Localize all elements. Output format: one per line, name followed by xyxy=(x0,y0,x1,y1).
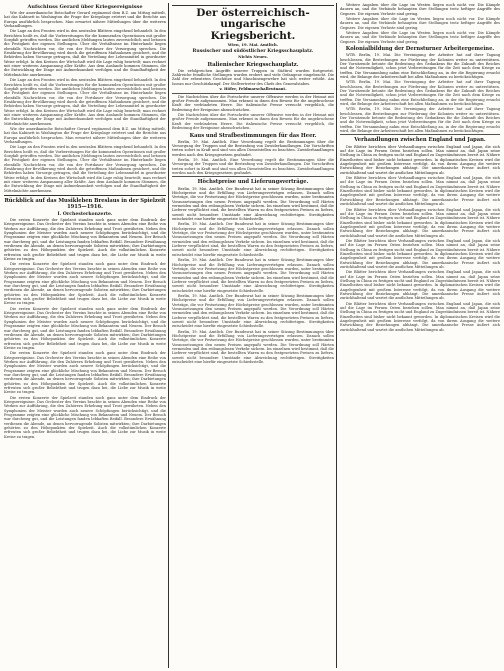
section-divider xyxy=(4,195,166,196)
paragraph: Die Blätter berichten über Verhandlungen zwischen England und Japan, die sich auf die Lage im Fernen Osten beziehen sollen. Man nimmt an, daß Japan seine Stellung in China zu festigen sucht und England zu Zugeständnissen bereit ist. Nähere Einzelheiten sind bisher nicht bekannt geworden. In diplomatischen Kreisen wird die Angelegenheit mit großem Interesse verfolgt, da von ihrem Ausgang die weitere Entwicklung der Beziehungen abhängt. Die amerikanische Presse äußert sich zurückhaltend und wartet die amtlichen Mitteilungen ab. xyxy=(340,144,500,175)
section-subtitle: I. Orchesterkonzerte. xyxy=(57,211,113,217)
divider xyxy=(172,93,334,94)
paragraph: WTB. Berlin, 19. Mai. Die Vereinigung der Arbeiter hat auf ihrer Tagung beschlossen, die Bestrebungen zur Förderung der Kolonien weiter zu unterstützen. Der Vorsitzende betonte die Bedeutung des Gedankens für die Zukunft des Reiches und die Notwendigkeit, schon jetzt Vorbereitungen für die Zeit nach dem Kriege zu treffen. Die Versammlung nahm eine Entschließung an, in der die Regierung ersucht wird, die Belange der Arbeiterschaft bei allen Maßnahmen zu berücksichtigen. xyxy=(340,80,500,107)
paragraph: Berlin, 19. Mai. Amtlich. Der Bundesrat hat in seiner Sitzung Bestimmungen über Höchstpreise und die Erfüllung von Lieferungsverträgen erlassen. Danach sollen Verträge, die vor Festsetzung der Höchstpreise geschlossen wurden, unter bestimmten Voraussetzungen den neuen Preisen angepaßt werden. Die Verordnung soll Härten vermeiden und den reibungslosen Verkehr sichern. Im einzelnen wird bestimmt, daß die Lieferer verpflichtet sind, die bestellten Waren zu den festgesetzten Preisen zu liefern, soweit nicht besondere Umstände eine Abweichung rechtfertigen. Streitigkeiten entscheidet eine hierfür eingesetzte Schiedsstelle. xyxy=(172,329,334,365)
section-title-colonial: Kolonialbildung der Dernsturner Arbeitergemeine. xyxy=(345,46,495,53)
section-title-england-japan: Verhandlungen zwischen England und Japan. xyxy=(354,137,486,144)
music-paragraph: Die ersten Konzerte der Spielzeit standen noch ganz unter dem Eindruck der Kriegsereignisse. Das Orchester des Vereins brachte in seinen Abenden eine Reihe von Werken zur Aufführung, die den Zuhörern Erhebung und Trost gewährten. Neben den Symphonien der Meister wurden auch neuere Schöpfungen berücksichtigt, und die Programme zeigten eine glückliche Mischung von Bekanntem und Neuem. Der Besuch war durchweg gut, und die Leistungen fanden lebhaften Beifall. Besondere Erwähnung verdienen die Abende, an denen hervorragende Solisten mitwirkten; ihre Darbietungen gehörten zu den Höhepunkten der Spielzeit. Auch die volkstümlichen Konzerte erfreuten sich großer Beliebtheit und trugen dazu bei, die Liebe zur Musik in weite Kreise zu tragen. xyxy=(4,306,166,350)
dateline: Wien, 19. Mai. Amtlich. xyxy=(227,42,279,47)
subhead-note: Nichts Neues. xyxy=(238,54,268,59)
paragraph: Berlin, 19. Mai. Amtlich. Der Bundesrat hat in seiner Sitzung Bestimmungen über Höchstpreise und die Erfüllung von Lieferungsverträgen erlassen. Danach sollen Verträge, die vor Festsetzung der Höchstpreise geschlossen wurden, unter bestimmten Voraussetzungen den neuen Preisen angepaßt werden. Die Verordnung soll Härten vermeiden und den reibungslosen Verkehr sichern. Im einzelnen wird bestimmt, daß die Lieferer verpflichtet sind, die bestellten Waren zu den festgesetzten Preisen zu liefern, soweit nicht besondere Umstände eine Abweichung rechtfertigen. Streitigkeiten entscheidet eine hierfür eingesetzte Schiedsstelle. xyxy=(172,222,334,257)
section-title-prices: Höchstpreise und Lieferungsverträge. xyxy=(197,179,309,186)
paragraph: WTB. Berlin, 19. Mai. Die Vereinigung der Arbeiter hat auf ihrer Tagung beschlossen, die Bestrebungen zur Förderung der Kolonien weiter zu unterstützen. Der Vorsitzende betonte die Bedeutung des Gedankens für die Zukunft des Reiches und die Notwendigkeit, schon jetzt Vorbereitungen für die Zeit nach dem Kriege zu treffen. Die Versammlung nahm eine Entschließung an, in der die Regierung ersucht wird, die Belange der Arbeiterschaft bei allen Maßnahmen zu berücksichtigen. xyxy=(340,107,500,134)
body-paragraph: Wie der amerikanische Botschafter Gerard ergänzend dem B.Z. am Mittag mitteilt, hat das Kabinett in Washington die Frage der Kriegslage erörtert und die Berichte aus Europa ausführlich besprochen. Man erwartet nähere Mitteilungen über die weiteren Verhandlungen. xyxy=(4,126,166,144)
column-rule xyxy=(336,3,337,668)
subhead-russian: Russischer und südöstlicher Kriegsschauplatz. xyxy=(192,48,314,54)
paragraph: Berlin, 19. Mai. Amtlich. Eine Verordnung regelt die Bestimmungen über die Versorgung der Truppen und die Bestrafung von Zuwiderhandlungen. Die Vorschriften treten sofort in Kraft und sind von allen Dienststellen zu beachten. Zuwiderhandlungen werden nach den Kriegsgesetzen geahndet. xyxy=(172,139,334,157)
paragraph: Die Nachrichten über die Fortschritte unserer Offensive werden in der Heimat mit großer Freude aufgenommen. Man erkennt in ihnen den Beweis für die ungebrochene Kraft der verbündeten Heere. Die italienische Presse versucht vergeblich, die Bedeutung der Ereignisse abzuschwächen. xyxy=(172,113,334,131)
headline-gerard: Aufschluss Gerard über Kriegsereignisse xyxy=(27,4,143,10)
paragraph: Berlin, 19. Mai. Amtlich. Der Bundesrat hat in seiner Sitzung Bestimmungen über Höchstpreise und die Erfüllung von Lieferungsverträgen erlassen. Danach sollen Verträge, die vor Festsetzung der Höchstpreise geschlossen wurden, unter bestimmten Voraussetzungen den neuen Preisen angepaßt werden. Die Verordnung soll Härten vermeiden und den reibungslosen Verkehr sichern. Im einzelnen wird bestimmt, daß die Lieferer verpflichtet sind, die bestellten Waren zu den festgesetzten Preisen zu liefern, soweit nicht besondere Umstände eine Abweichung rechtfertigen. Streitigkeiten entscheidet eine hierfür eingesetzte Schiedsstelle. xyxy=(172,186,334,222)
section-title-music: Rückblick auf das Musikleben Breslaus in der Spielzeit 1915—1916. xyxy=(4,198,166,211)
paragraph: Weitere Angaben über die Lage im Westen liegen noch nicht vor. Die Kämpfe dauern an, und die Verbände behaupten ihre Stellungen trotz heftiger Angriffe des Gegners. Die eigenen Verluste sind gering. xyxy=(340,31,500,44)
music-paragraph: Die ersten Konzerte der Spielzeit standen noch ganz unter dem Eindruck der Kriegsereignisse. Das Orchester des Vereins brachte in seinen Abenden eine Reihe von Werken zur Aufführung, die den Zuhörern Erhebung und Trost gewährten. Neben den Symphonien der Meister wurden auch neuere Schöpfungen berücksichtigt, und die Programme zeigten eine glückliche Mischung von Bekanntem und Neuem. Der Besuch war durchweg gut, und die Leistungen fanden lebhaften Beifall. Besondere Erwähnung verdienen die Abende, an denen hervorragende Solisten mitwirkten; ihre Darbietungen gehörten zu den Höhepunkten der Spielzeit. Auch die volkstümlichen Konzerte erfreuten sich großer Beliebtheit und trugen dazu bei, die Liebe zur Musik in weite Kreise zu tragen. xyxy=(4,217,166,261)
column-rule xyxy=(168,3,169,668)
column-left xyxy=(4,3,166,440)
lead-paragraph: Wie der amerikanische Botschafter Gerard ergänzend dem B.Z. am Mittag mitteilt, hat das Kabinett in Washington die Frage der Kriegslage erörtert und die Berichte aus Europa ausführlich besprochen. Man erwartet nähere Mitteilungen über die weiteren Verhandlungen. xyxy=(4,11,166,29)
divider xyxy=(172,176,334,177)
main-title-line1: Der österreichisch-ungarische xyxy=(196,7,310,30)
paragraph: Berlin, 19. Mai. Amtlich. Eine Verordnung regelt die Bestimmungen über die Versorgung der Truppen und die Bestrafung von Zuwiderhandlungen. Die Vorschriften treten sofort in Kraft und sind von allen Dienststellen zu beachten. Zuwiderhandlungen werden nach den Kriegsgesetzen geahndet. xyxy=(172,158,334,176)
main-title-line2: Kriegsbericht. xyxy=(210,30,296,42)
paragraph: Die Blätter berichten über Verhandlungen zwischen England und Japan, die sich auf die Lage im Fernen Osten beziehen sollen. Man nimmt an, daß Japan seine Stellung in China zu festigen sucht und England zu Zugeständnissen bereit ist. Nähere Einzelheiten sind bisher nicht bekannt geworden. In diplomatischen Kreisen wird die Angelegenheit mit großem Interesse verfolgt, da von ihrem Ausgang die weitere Entwicklung der Beziehungen abhängt. Die amerikanische Presse äußert sich zurückhaltend und wartet die amtlichen Mitteilungen ab. xyxy=(340,176,500,207)
column-center xyxy=(172,3,334,365)
paragraph: Berlin, 19. Mai. Amtlich. Der Bundesrat hat in seiner Sitzung Bestimmungen über Höchstpreise und die Erfüllung von Lieferungsverträgen erlassen. Danach sollen Verträge, die vor Festsetzung der Höchstpreise geschlossen wurden, unter bestimmten Voraussetzungen den neuen Preisen angepaßt werden. Die Verordnung soll Härten vermeiden und den reibungslosen Verkehr sichern. Im einzelnen wird bestimmt, daß die Lieferer verpflichtet sind, die bestellten Waren zu den festgesetzten Preisen zu liefern, soweit nicht besondere Umstände eine Abweichung rechtfertigen. Streitigkeiten entscheidet eine hierfür eingesetzte Schiedsstelle. xyxy=(172,258,334,293)
subhead-italian: Italienischer Kriegsschauplatz. xyxy=(207,61,299,68)
music-paragraph: Die ersten Konzerte der Spielzeit standen noch ganz unter dem Eindruck der Kriegsereignisse. Das Orchester des Vereins brachte in seinen Abenden eine Reihe von Werken zur Aufführung, die den Zuhörern Erhebung und Trost gewährten. Neben den Symphonien der Meister wurden auch neuere Schöpfungen berücksichtigt, und die Programme zeigten eine glückliche Mischung von Bekanntem und Neuem. Der Besuch war durchweg gut, und die Leistungen fanden lebhaften Beifall. Besondere Erwähnung verdienen die Abende, an denen hervorragende Solisten mitwirkten; ihre Darbietungen gehörten zu den Höhepunkten der Spielzeit. Auch die volkstümlichen Konzerte erfreuten sich großer Beliebtheit und trugen dazu bei, die Liebe zur Musik in weite Kreise zu tragen. xyxy=(4,351,166,395)
top-rule xyxy=(172,5,334,6)
divider xyxy=(340,134,500,135)
music-paragraph: Die ersten Konzerte der Spielzeit standen noch ganz unter dem Eindruck der Kriegsereignisse. Das Orchester des Vereins brachte in seinen Abenden eine Reihe von Werken zur Aufführung, die den Zuhörern Erhebung und Trost gewährten. Neben den Symphonien der Meister wurden auch neuere Schöpfungen berücksichtigt, und die Programme zeigten eine glückliche Mischung von Bekanntem und Neuem. Der Besuch war durchweg gut, und die Leistungen fanden lebhaften Beifall. Besondere Erwähnung verdienen die Abende, an denen hervorragende Solisten mitwirkten; ihre Darbietungen gehörten zu den Höhepunkten der Spielzeit. Auch die volkstümlichen Konzerte erfreuten sich großer Beliebtheit und trugen dazu bei, die Liebe zur Musik in weite Kreise zu tragen. xyxy=(4,262,166,306)
paragraph: Die Blätter berichten über Verhandlungen zwischen England und Japan, die sich auf die Lage im Fernen Osten beziehen sollen. Man nimmt an, daß Japan seine Stellung in China zu festigen sucht und England zu Zugeständnissen bereit ist. Nähere Einzelheiten sind bisher nicht bekannt geworden. In diplomatischen Kreisen wird die Angelegenheit mit großem Interesse verfolgt, da von ihrem Ausgang die weitere Entwicklung der Beziehungen abhängt. Die amerikanische Presse äußert sich zurückhaltend und wartet die amtlichen Mitteilungen ab. xyxy=(340,301,500,332)
body-paragraph: Die Lage an den Fronten wird in den neutralen Blättern eingehend behandelt. In den Berichten heißt es, daß die Vorbereitungen für die kommenden Operationen mit großer Sorgfalt getroffen werden. Die amtlichen Meldungen lauten zuversichtlich und betonen die Festigkeit der eigenen Stellungen. Über die Verhältnisse im Hinterlande liegen ebenfalls Nachrichten vor, die von der Fortdauer der Versorgung sprechen. Die Ernährung der Bevölkerung wird durch die getroffenen Maßnahmen gesichert, und die Behörden haben Vorsorge getragen, daß die Verteilung der Lebensmittel in geordneter Weise erfolgt. In den Kreisen der Wirtschaft wird die Lage ruhig beurteilt; man rechnet mit einer weiteren Anspannung aller Kräfte. Aus dem Auslande kommen Stimmen, die die Entwicklung der Dinge mit Aufmerksamkeit verfolgen und die Standhaftigkeit der Mittelmächte anerkennen. xyxy=(4,29,166,77)
paragraph: Die Blätter berichten über Verhandlungen zwischen England und Japan, die sich auf die Lage im Fernen Osten beziehen sollen. Man nimmt an, daß Japan seine Stellung in China zu festigen sucht und England zu Zugeständnissen bereit ist. Nähere Einzelheiten sind bisher nicht bekannt geworden. In diplomatischen Kreisen wird die Angelegenheit mit großem Interesse verfolgt, da von ihrem Ausgang die weitere Entwicklung der Beziehungen abhängt. Die amerikanische Presse äußert sich zurückhaltend und wartet die amtlichen Mitteilungen ab. xyxy=(340,238,500,269)
war-report-paragraph: Die erfolgreichen Angriffe unserer Truppen in Südtirol wurden fortgesetzt. Zahlreiche feindliche Stellungen wurden erobert und viele Gefangene eingebracht. Die Zahl der erbeuteten Geschütze und Maschinengewehre hat sich weiter erhöht. Am Isonzo nur Geschützkampf. Der Stellvertreter des Chefs des Generalstabes. xyxy=(172,68,334,86)
lead-paragraph: Weitere Angaben über die Lage im Westen liegen noch nicht vor. Die Kämpfe dauern an, und die Verbände behaupten ihre Stellungen trotz heftiger Angriffe des Gegners. Die eigenen Verluste sind gering. xyxy=(340,3,500,16)
paragraph: Die Blätter berichten über Verhandlungen zwischen England und Japan, die sich auf die Lage im Fernen Osten beziehen sollen. Man nimmt an, daß Japan seine Stellung in China zu festigen sucht und England zu Zugeständnissen bereit ist. Nähere Einzelheiten sind bisher nicht bekannt geworden. In diplomatischen Kreisen wird die Angelegenheit mit großem Interesse verfolgt, da von ihrem Ausgang die weitere Entwicklung der Beziehungen abhängt. Die amerikanische Presse äußert sich zurückhaltend und wartet die amtlichen Mitteilungen ab. xyxy=(340,270,500,301)
paragraph: WTB. Berlin, 19. Mai. Die Vereinigung der Arbeiter hat auf ihrer Tagung beschlossen, die Bestrebungen zur Förderung der Kolonien weiter zu unterstützen. Der Vorsitzende betonte die Bedeutung des Gedankens für die Zukunft des Reiches und die Notwendigkeit, schon jetzt Vorbereitungen für die Zeit nach dem Kriege zu treffen. Die Versammlung nahm eine Entschließung an, in der die Regierung ersucht wird, die Belange der Arbeiterschaft bei allen Maßnahmen zu berücksichtigen. xyxy=(340,53,500,80)
body-paragraph: Die Lage an den Fronten wird in den neutralen Blättern eingehend behandelt. In den Berichten heißt es, daß die Vorbereitungen für die kommenden Operationen mit großer Sorgfalt getroffen werden. Die amtlichen Meldungen lauten zuversichtlich und betonen die Festigkeit der eigenen Stellungen. Über die Verhältnisse im Hinterlande liegen ebenfalls Nachrichten vor, die von der Fortdauer der Versorgung sprechen. Die Ernährung der Bevölkerung wird durch die getroffenen Maßnahmen gesichert, und die Behörden haben Vorsorge getragen, daß die Verteilung der Lebensmittel in geordneter Weise erfolgt. In den Kreisen der Wirtschaft wird die Lage ruhig beurteilt; man rechnet mit einer weiteren Anspannung aller Kräfte. Aus dem Auslande kommen Stimmen, die die Entwicklung der Dinge mit Aufmerksamkeit verfolgen und die Standhaftigkeit der Mittelmächte anerkennen. xyxy=(4,78,166,126)
paragraph: Berlin, 19. Mai. Amtlich. Der Bundesrat hat in seiner Sitzung Bestimmungen über Höchstpreise und die Erfüllung von Lieferungsverträgen erlassen. Danach sollen Verträge, die vor Festsetzung der Höchstpreise geschlossen wurden, unter bestimmten Voraussetzungen den neuen Preisen angepaßt werden. Die Verordnung soll Härten vermeiden und den reibungslosen Verkehr sichern. Im einzelnen wird bestimmt, daß die Lieferer verpflichtet sind, die bestellten Waren zu den festgesetzten Preisen zu liefern, soweit nicht besondere Umstände eine Abweichung rechtfertigen. Streitigkeiten entscheidet eine hierfür eingesetzte Schiedsstelle. xyxy=(172,293,334,329)
paragraph: Weitere Angaben über die Lage im Westen liegen noch nicht vor. Die Kämpfe dauern an, und die Verbände behaupten ihre Stellungen trotz heftiger Angriffe des Gegners. Die eigenen Verluste sind gering. xyxy=(340,17,500,30)
report-signature: v. Höfer, Feldmarschalleutnant. xyxy=(219,86,287,92)
paragraph: Die Blätter berichten über Verhandlungen zwischen England und Japan, die sich auf die Lage im Fernen Osten beziehen sollen. Man nimmt an, daß Japan seine Stellung in China zu festigen sucht und England zu Zugeständnissen bereit ist. Nähere Einzelheiten sind bisher nicht bekannt geworden. In diplomatischen Kreisen wird die Angelegenheit mit großem Interesse verfolgt, da von ihrem Ausgang die weitere Entwicklung der Beziehungen abhängt. Die amerikanische Presse äußert sich zurückhaltend und wartet die amtlichen Mitteilungen ab. xyxy=(340,207,500,238)
body-paragraph: Die Lage an den Fronten wird in den neutralen Blättern eingehend behandelt. In den Berichten heißt es, daß die Vorbereitungen für die kommenden Operationen mit großer Sorgfalt getroffen werden. Die amtlichen Meldungen lauten zuversichtlich und betonen die Festigkeit der eigenen Stellungen. Über die Verhältnisse im Hinterlande liegen ebenfalls Nachrichten vor, die von der Fortdauer der Versorgung sprechen. Die Ernährung der Bevölkerung wird durch die getroffenen Maßnahmen gesichert, und die Behörden haben Vorsorge getragen, daß die Verteilung der Lebensmittel in geordneter Weise erfolgt. In den Kreisen der Wirtschaft wird die Lage ruhig beurteilt; man rechnet mit einer weiteren Anspannung aller Kräfte. Aus dem Auslande kommen Stimmen, die die Entwicklung der Dinge mit Aufmerksamkeit verfolgen und die Standhaftigkeit der Mittelmächte anerkennen. xyxy=(4,145,166,193)
section-title-heer: Kaus und Strafbestimmungen für das Heer. xyxy=(189,132,317,139)
column-right xyxy=(340,3,500,333)
paragraph: Die Nachrichten über die Fortschritte unserer Offensive werden in der Heimat mit großer Freude aufgenommen. Man erkennt in ihnen den Beweis für die ungebrochene Kraft der verbündeten Heere. Die italienische Presse versucht vergeblich, die Bedeutung der Ereignisse abzuschwächen. xyxy=(172,94,334,112)
music-paragraph: Die ersten Konzerte der Spielzeit standen noch ganz unter dem Eindruck der Kriegsereignisse. Das Orchester des Vereins brachte in seinen Abenden eine Reihe von Werken zur Aufführung, die den Zuhörern Erhebung und Trost gewährten. Neben den Symphonien der Meister wurden auch neuere Schöpfungen berücksichtigt, und die Programme zeigten eine glückliche Mischung von Bekanntem und Neuem. Der Besuch war durchweg gut, und die Leistungen fanden lebhaften Beifall. Besondere Erwähnung verdienen die Abende, an denen hervorragende Solisten mitwirkten; ihre Darbietungen gehörten zu den Höhepunkten der Spielzeit. Auch die volkstümlichen Konzerte erfreuten sich großer Beliebtheit und trugen dazu bei, die Liebe zur Musik in weite Kreise zu tragen. xyxy=(4,395,166,439)
